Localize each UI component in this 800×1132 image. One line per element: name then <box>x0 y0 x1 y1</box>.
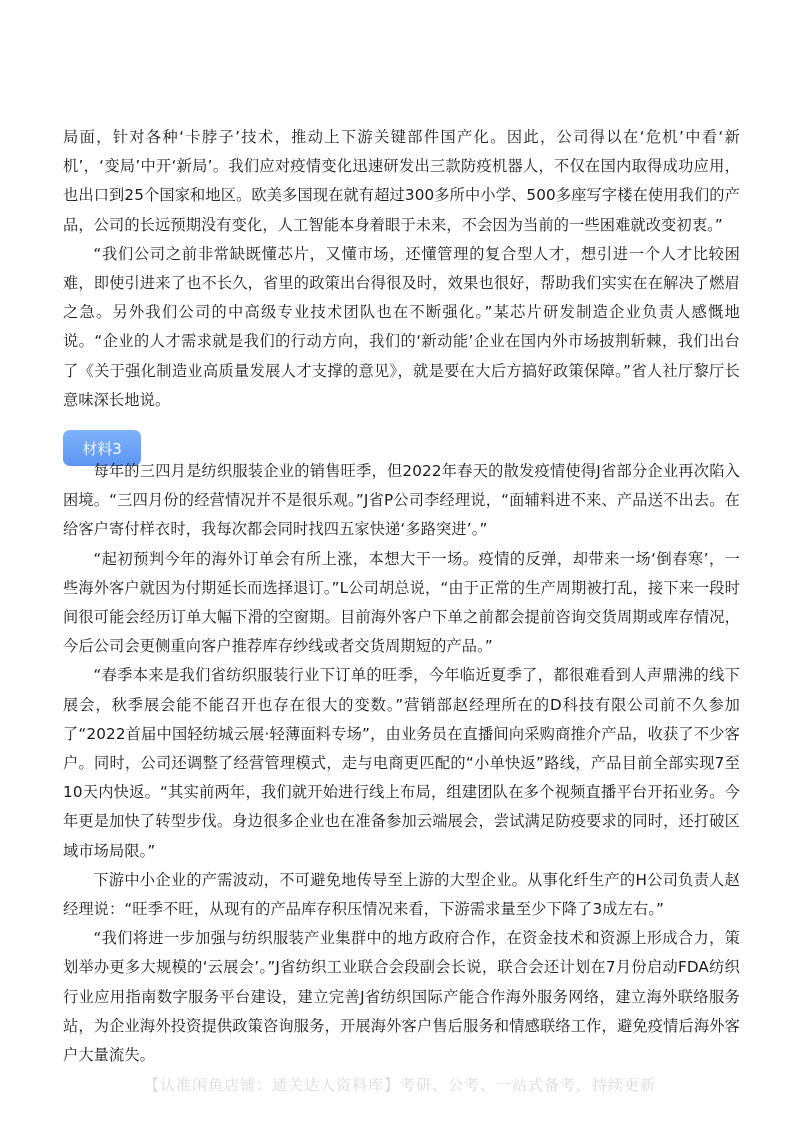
paragraph: 局面，针对各种‘卡脖子’技术，推动上下游关键部件国产化。因此，公司得以在‘危机’中看‘新机’，‘变局’中开‘新局’。我们应对疫情变化迅速研发出三款防疫机器人，不仅在国内取得成功应用，也出口到25个国家和地区。欧美多国现在就有超过300多所中小学、500多座写字楼在使用我们的产品，公司的长远预期没有变化，人工智能本身着眼于未来，不会因为当前的一些困难就改变初衷。” <box>63 128 740 234</box>
paragraph: “我们公司之前非常缺既懂芯片，又懂市场，还懂管理的复合型人才，想引进一个人才比较困难，即使引进来了也不长久，省里的政策出台得很及时，效果也很好，帮助我们实实在在解决了燃眉之急。另外我们公司的中高级专业技术团队也在不断强化。”某芯片研发制造企业负责人感慨地说。“企业的人才需求就是我们的行动方向，我们的‘新动能’企业在国内外市场披荆斩棘，我们出台了《关于强化制造业高质量发展人才支撑的意见》，就是要在大后方搞好政策保障。”省人社厅黎厅长意味深长地说。 <box>63 244 740 409</box>
paragraph: “我们将进一步加强与纺织服装产业集群中的地方政府合作，在资金技术和资源上形成合力，策划举办更多大规模的‘云展会’。”J省纺织工业联合会段副会长说，联合会还计划在7月份启动FDA纺织行业应用指南数字服务平台建设，建立完善J省纺织国际产能合作海外服务网络，建立海外联络服务站，为企业海外投资提供政策咨询服务，开展海外客户售后服务和情感联络工作，避免疫情后海外客户大量流失。 <box>63 929 740 1065</box>
material-3-body <box>63 457 740 1070</box>
paragraph: “起初预判今年的海外订单会有所上涨，本想大干一场。疫情的反弹，却带来一场‘倒春寒’，一些海外客户就因为付期延长而选择退订。”L公司胡总说，“由于正常的生产周期被打乱，接下来一段时间很可能会经历订单大幅下滑的空窗期。目前海外客户下单之前都会提前咨询交货周期或库存情况，今后公司会更侧重向客户推荐库存纱线或者交货周期短的产品。” <box>63 549 740 656</box>
paragraph: 下游中小企业的产需波动，不可避免地传导至上游的大型企业。从事化纤生产的H公司负责人赵经理说：“旺季不旺，从现有的产品库存积压情况来看，下游需求量至少下降了3成左右。” <box>63 870 740 919</box>
paragraph: 每年的三四月是纺织服装企业的销售旺季，但2022年春天的散发疫情使得J省部分企业再次陷入困境。“三四月份的经营情况并不是很乐观。”J省P公司李经理说，“面辅料进不来、产品送不出去。在给客户寄付样衣时，我每次都会同时找四五家快递‘多路突进’。” <box>63 462 740 539</box>
section-tag-material-3: 材料3 <box>63 430 141 466</box>
material-2-continuation <box>63 123 740 415</box>
watermark-footer: 【认准闲鱼店铺：通关达人资料库】考研、公考、一站式备考，持续更新 <box>143 1076 656 1094</box>
paragraph: “春季本来是我们省纺织服装行业下订单的旺季，今年临近夏季了，都很难看到人声鼎沸的线下展会，秋季展会能不能召开也存在很大的变数。”营销部赵经理所在的D科技有限公司前不久参加了“2022首届中国轻纺城云展·轻薄面料专场”，由业务员在直播间向采购商推介产品，收获了不少客户。同时，公司还调整了经营管理模式，走与电商更匹配的“小单快返”路线，产品目前全部实现7至10天内快返。“其实前两年，我们就开始进行线上布局，组建团队在多个视频直播平台开拓业务。今年更是加快了转型步伐。身边很多企业也在准备参加云端展会，尝试满足防疫要求的同时，还打破区域市场局限。” <box>63 666 740 860</box>
